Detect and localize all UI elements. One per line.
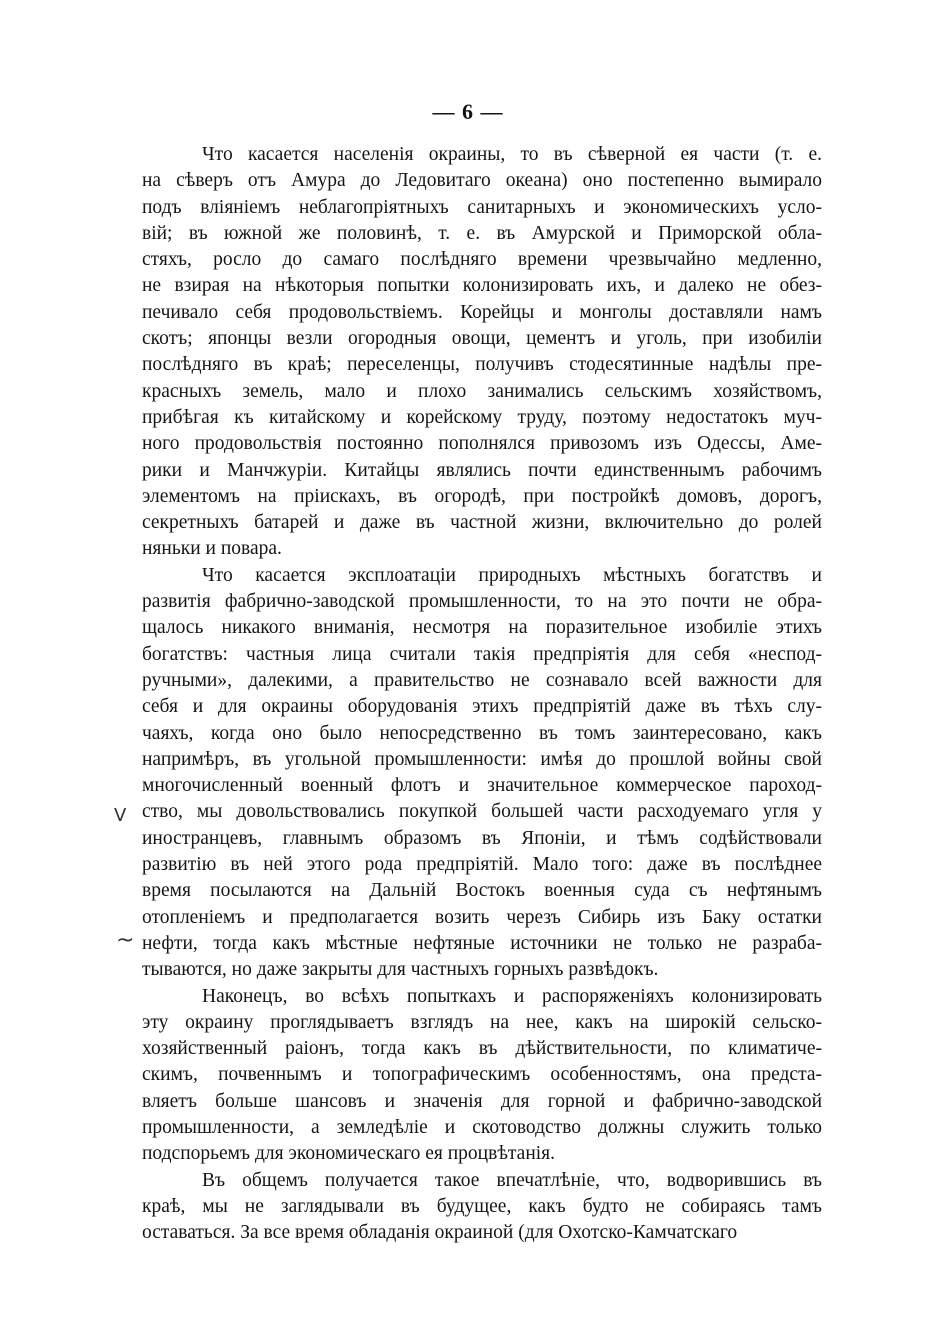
margin-tilde-mark: ~ bbox=[116, 928, 135, 953]
paragraph bbox=[142, 563, 822, 984]
text-line: стяхъ, росло до самаго послѣдняго времени чрезвычайно медленно, bbox=[142, 249, 822, 271]
text-line: время посылаются на Дальній Востокъ военныя суда съ нефтянымъ bbox=[142, 880, 822, 902]
text-line: рики и Манчжуріи. Китайцы являлись почти единственнымъ рабочимъ bbox=[142, 459, 822, 481]
text-line: на сѣверъ отъ Амура до Ледовитаго океана) оно постепенно вымирало bbox=[142, 170, 822, 192]
text-line: краѣ, мы не заглядывали въ будущее, какъ будто не собираясь тамъ bbox=[142, 1195, 822, 1217]
text-line: элементомъ на пріискахъ, въ огородѣ, при постройкѣ домовъ, дорогъ, bbox=[142, 485, 822, 507]
page-number: — 6 — bbox=[432, 99, 504, 124]
text-line: иностранцевъ, главнымъ образомъ въ Японіи, и тѣмъ содѣйствовали bbox=[142, 827, 822, 849]
margin-check-mark: V bbox=[114, 805, 127, 826]
text-line: Въ общемъ получается такое впечатлѣніе, что, водворившись въ bbox=[202, 1169, 822, 1191]
text-line: напримѣръ, въ угольной промышленности: имѣя до прошлой войны свой bbox=[142, 748, 822, 770]
text-line: оставаться. За все время обладанія окраиной (для Охотско-Камчатскаго bbox=[142, 1222, 738, 1244]
text-line: красныхъ земель, мало и плохо занимались сельскимъ хозяйствомъ, bbox=[142, 380, 822, 402]
text-line: подспорьемъ для экономическаго ея процвѣтанія. bbox=[142, 1143, 556, 1165]
text-line: отопленіемъ и предполагается возить черезъ Сибирь изъ Баку остатки bbox=[142, 906, 822, 928]
text-line: скотъ; японцы везли огородныя овощи, цементъ и уголь, при изобиліи bbox=[142, 328, 822, 350]
text-line: вій; въ южной же половинѣ, т. е. въ Амурской и Приморской обла- bbox=[142, 222, 822, 244]
text-line: нефти, тогда какъ мѣстные нефтяные источники не только не разраба- bbox=[142, 932, 822, 954]
paragraph-container bbox=[142, 142, 822, 1246]
body-text bbox=[142, 142, 822, 1246]
paragraph bbox=[142, 984, 822, 1168]
text-line: скимъ, почвеннымъ и топографическимъ особенностямъ, она предста- bbox=[142, 1064, 822, 1086]
text-line: чаяхъ, когда оно было непосредственно въ томъ заинтересовано, какъ bbox=[142, 722, 822, 744]
text-line: прибѣгая къ китайскому и корейскому труду, поэтому недостатокъ муч- bbox=[142, 406, 822, 428]
text-line: богатствъ: частныя лица считали такія предпріятія для себя «неспод- bbox=[142, 643, 822, 665]
text-line: развитію въ ней этого рода предпріятій. Мало того: даже въ послѣднее bbox=[142, 854, 822, 876]
text-line: няньки и повара. bbox=[142, 538, 282, 560]
text-line: себя и для окраины оборудованія этихъ предпріятій даже въ тѣхъ слу- bbox=[142, 696, 822, 718]
text-line: ство, мы довольствовались покупкой большей части расходуемаго угля у bbox=[142, 801, 822, 823]
text-line: ручными», далекими, а правительство не сознавало всей важности для bbox=[142, 669, 822, 691]
text-line: секретныхъ батарей и даже въ частной жизни, включительно до ролей bbox=[142, 512, 822, 534]
text-line: многочисленный военный флотъ и значительное коммерческое пароход- bbox=[142, 775, 822, 797]
text-line: послѣдняго въ краѣ; переселенцы, получивъ стодесятинные надѣлы пре- bbox=[142, 354, 822, 376]
text-line: развитія фабрично-заводской промышленности, то на это почти не обра- bbox=[142, 591, 822, 613]
text-line: Что касается населенія окраины, то въ сѣверной ея части (т. е. bbox=[202, 144, 822, 165]
paragraph bbox=[142, 1168, 822, 1247]
text-line: Что касается эксплоатаціи природныхъ мѣстныхъ богатствъ и bbox=[202, 564, 822, 586]
text-line: хозяйственный раіонъ, тогда какъ въ дѣйствительности, по климатиче- bbox=[142, 1038, 822, 1060]
text-line: тываются, но даже закрыты для частныхъ горныхъ развѣдокъ. bbox=[142, 959, 659, 981]
text-line: щалось никакого вниманія, несмотря на поразительное изобиліе этихъ bbox=[142, 617, 822, 639]
text-line: промышленности, а земледѣліе и скотоводство должны служить только bbox=[142, 1116, 822, 1138]
text-line: вляетъ больше шансовъ и значенія для горной и фабрично-заводской bbox=[142, 1090, 822, 1112]
text-line: печивало себя продовольствіемъ. Корейцы и монголы доставляли намъ bbox=[142, 301, 822, 323]
paragraph bbox=[142, 142, 822, 563]
text-line: подъ вліяніемъ неблагопріятныхъ санитарныхъ и экономическихъ усло- bbox=[142, 196, 822, 218]
text-line: ного продовольствія постоянно пополнялся привозомъ изъ Одессы, Аме- bbox=[142, 433, 822, 455]
text-line: Наконецъ, во всѣхъ попыткахъ и распоряженіяхъ колонизировать bbox=[202, 985, 822, 1007]
text-line: эту окраину проглядываетъ взглядъ на нее, какъ на широкій сельско- bbox=[142, 1011, 822, 1033]
text-line: не взирая на нѣкоторыя попытки колонизировать ихъ, и далеко не обез- bbox=[142, 275, 822, 297]
